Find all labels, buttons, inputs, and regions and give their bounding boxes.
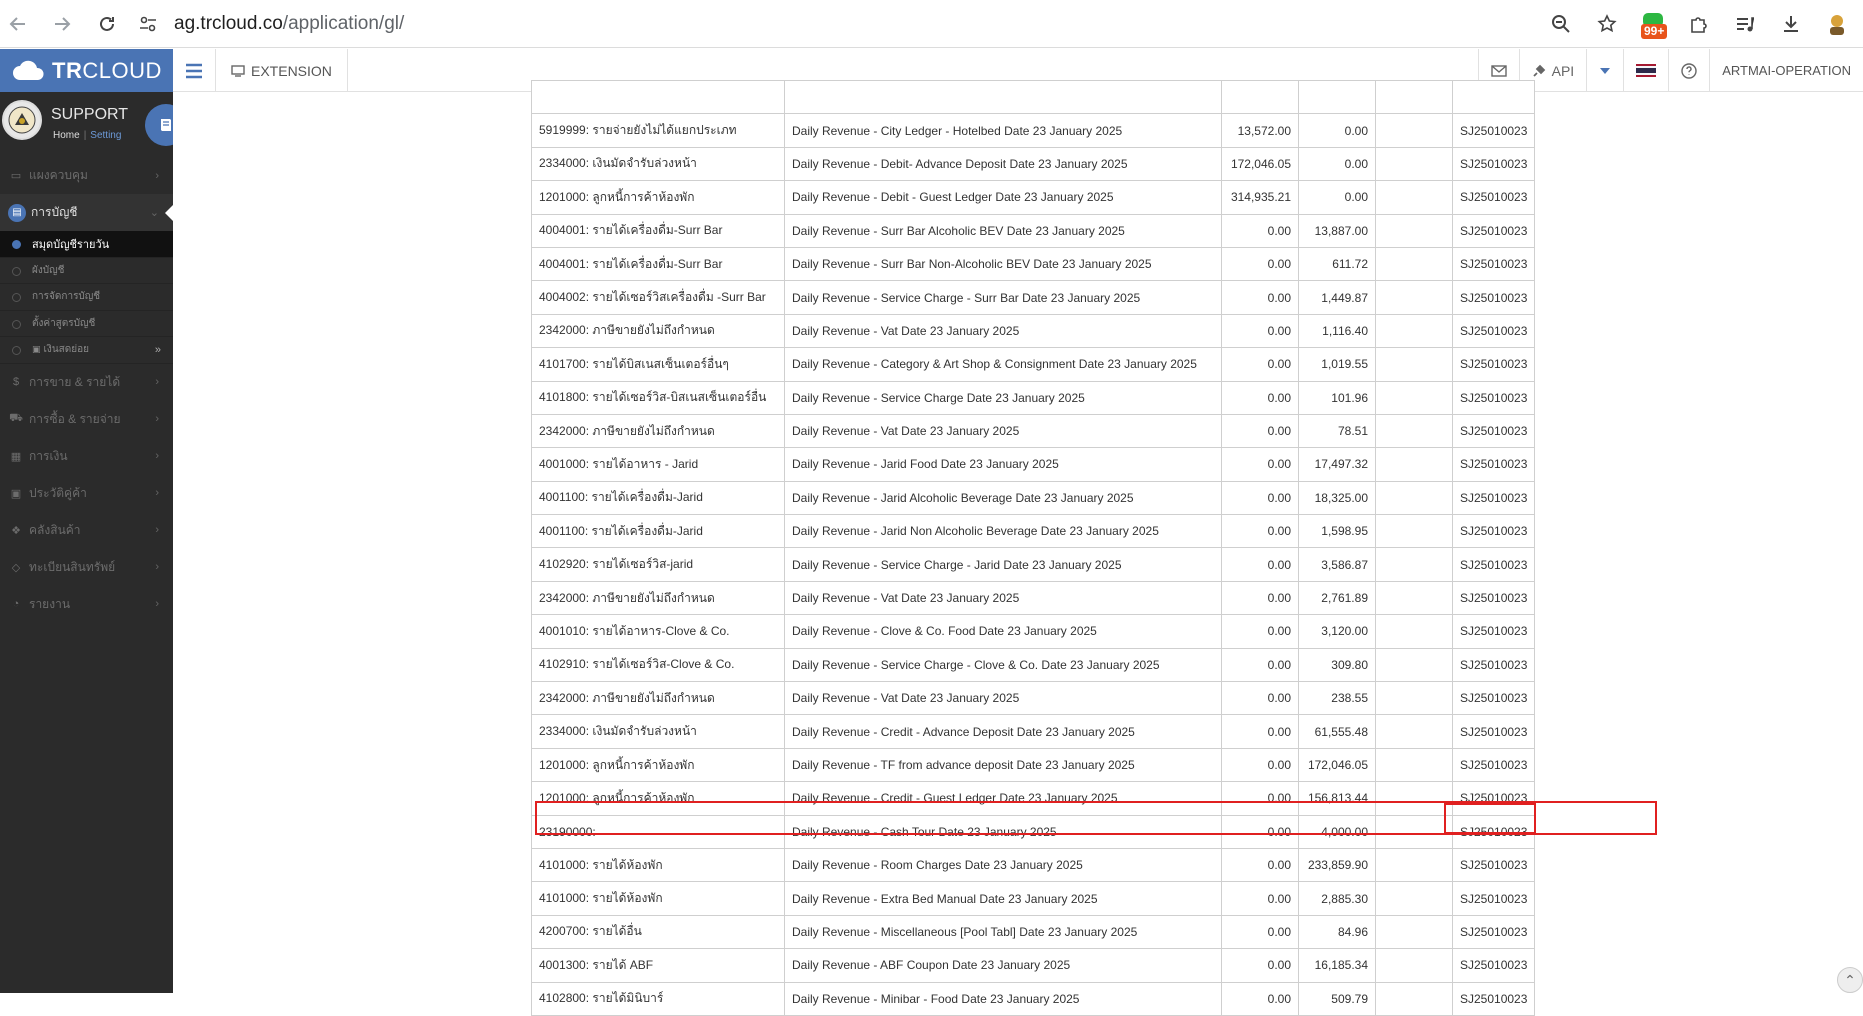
description-cell: Daily Revenue - Room Charges Date 23 January 2025 xyxy=(785,848,1222,881)
credit-cell: 4,000.00 xyxy=(1299,815,1376,848)
back-button[interactable] xyxy=(2,8,34,40)
credit-cell: 309.80 xyxy=(1299,648,1376,681)
menu-item-label: การบัญชี xyxy=(31,205,78,219)
cloud-icon xyxy=(12,60,46,82)
crest-icon xyxy=(7,105,37,135)
document-number-cell[interactable]: SJ25010023 xyxy=(1453,748,1535,781)
document-number-cell[interactable]: SJ25010023 xyxy=(1453,682,1535,715)
chevron-right-icon: › xyxy=(155,598,159,610)
cart-icon: ⛟ xyxy=(9,412,23,424)
account-cell: 4200700: รายได้อื่น xyxy=(532,915,785,948)
credit-cell: 16,185.34 xyxy=(1299,949,1376,982)
debit-cell: 172,046.05 xyxy=(1222,147,1299,180)
document-number-cell[interactable]: SJ25010023 xyxy=(1453,581,1535,614)
brand-name: TRCLOUD xyxy=(52,57,162,83)
debit-cell: 0.00 xyxy=(1222,682,1299,715)
account-cell: 2342000: ภาษีขายยังไม่ถึงกำหนด xyxy=(532,682,785,715)
blank-cell xyxy=(1376,114,1453,147)
document-number-cell[interactable]: SJ25010023 xyxy=(1453,782,1535,815)
account-cell: 4001010: รายได้อาหาร-Clove & Co. xyxy=(532,615,785,648)
document-number-cell[interactable]: SJ25010023 xyxy=(1453,281,1535,314)
document-number-cell[interactable]: SJ25010023 xyxy=(1453,715,1535,748)
account-cell: 4004001: รายได้เครื่องดื่ม-Surr Bar xyxy=(532,214,785,247)
menu-item-label: การเงิน xyxy=(29,448,68,463)
diamond-icon: ◇ xyxy=(11,561,21,574)
debit-cell: 0.00 xyxy=(1222,581,1299,614)
account-cell: 23190000: xyxy=(532,815,785,848)
blank-cell xyxy=(1376,414,1453,447)
debit-cell: 0.00 xyxy=(1222,782,1299,815)
description-cell: Daily Revenue - Credit - Guest Ledger Date 23 January 2025 xyxy=(785,782,1222,815)
account-cell xyxy=(532,81,785,114)
document-number-cell[interactable]: SJ25010023 xyxy=(1453,949,1535,982)
table-row xyxy=(532,114,1535,147)
report-icon: ◔ xyxy=(12,598,20,610)
debit-cell: 0.00 xyxy=(1222,615,1299,648)
chevron-right-icon: › xyxy=(155,561,159,573)
home-link[interactable]: Home xyxy=(53,130,80,141)
chevron-right-icon: › xyxy=(155,413,159,425)
book-icon xyxy=(158,117,174,133)
document-number-cell[interactable]: SJ25010023 xyxy=(1453,515,1535,548)
table-row xyxy=(532,515,1535,548)
description-cell: Daily Revenue - Surr Bar Alcoholic BEV Date 23 January 2025 xyxy=(785,214,1222,247)
chevron-down-icon: ⌄ xyxy=(149,207,159,219)
menu-item-dashboard[interactable] xyxy=(0,157,173,194)
url-host: ag.trcloud.co xyxy=(174,13,283,34)
debit-cell: 0.00 xyxy=(1222,915,1299,948)
account-cell: 1201000: ลูกหนี้การค้าห้องพัก xyxy=(532,748,785,781)
document-number-cell[interactable]: SJ25010023 xyxy=(1453,815,1535,848)
profile-avatar-icon[interactable] xyxy=(1823,10,1851,38)
blank-cell xyxy=(1376,214,1453,247)
table-row xyxy=(532,748,1535,781)
menu-item-inventory[interactable] xyxy=(0,512,173,549)
debit-cell: 0.00 xyxy=(1222,548,1299,581)
credit-cell: 0.00 xyxy=(1299,181,1376,214)
debit-cell: 0.00 xyxy=(1222,381,1299,414)
user-menu[interactable] xyxy=(1709,49,1863,92)
blank-cell xyxy=(1376,348,1453,381)
table-row xyxy=(532,448,1535,481)
credit-cell: 0.00 xyxy=(1299,147,1376,180)
menu-item-accounting[interactable] xyxy=(0,194,173,231)
document-number-cell[interactable]: SJ25010023 xyxy=(1453,882,1535,915)
blank-cell xyxy=(1376,949,1453,982)
debit-cell: 0.00 xyxy=(1222,949,1299,982)
blank-cell xyxy=(1376,848,1453,881)
description-cell: Daily Revenue - Vat Date 23 January 2025 xyxy=(785,682,1222,715)
description-cell: Daily Revenue - Clove & Co. Food Date 23 January 2025 xyxy=(785,615,1222,648)
credit-cell: 1,116.40 xyxy=(1299,314,1376,347)
description-cell: Daily Revenue - Service Charge - Clove & Co. Date 23 January 2025 xyxy=(785,648,1222,681)
menu-toggle-button[interactable] xyxy=(173,49,216,92)
document-number-cell[interactable]: SJ25010023 xyxy=(1453,214,1535,247)
submenu-item-account-formula[interactable]: ตั้งค่าสูตรบัญชี xyxy=(0,311,173,338)
highlight-document-number xyxy=(1444,803,1536,834)
menu-item-assets[interactable] xyxy=(0,549,173,586)
line-extension-icon[interactable] xyxy=(1639,10,1667,38)
table-row xyxy=(532,982,1535,1015)
document-number-cell[interactable]: SJ25010023 xyxy=(1453,414,1535,447)
account-cell: 4001100: รายได้เครื่องดื่ม-Jarid xyxy=(532,515,785,548)
debit-cell xyxy=(1222,81,1299,114)
blank-cell xyxy=(1376,982,1453,1015)
description-cell: Daily Revenue - Credit - Advance Deposit Date 23 January 2025 xyxy=(785,715,1222,748)
credit-cell xyxy=(1299,81,1376,114)
blank-cell xyxy=(1376,481,1453,514)
account-cell: 5919999: รายจ่ายยังไม่ได้แยกประเภท xyxy=(532,114,785,147)
credit-cell: 3,120.00 xyxy=(1299,615,1376,648)
help-button[interactable] xyxy=(1668,49,1709,92)
chevron-right-icon: › xyxy=(155,169,159,182)
dropdown-button[interactable] xyxy=(1586,49,1623,92)
debit-cell: 0.00 xyxy=(1222,448,1299,481)
document-number-cell[interactable]: SJ25010023 xyxy=(1453,481,1535,514)
question-circle-icon xyxy=(1681,63,1697,79)
credit-cell: 611.72 xyxy=(1299,247,1376,280)
reload-button[interactable] xyxy=(91,8,123,40)
document-number-cell[interactable]: SJ25010023 xyxy=(1453,982,1535,1015)
active-indicator xyxy=(165,205,173,221)
account-cell: 2342000: ภาษีขายยังไม่ถึงกำหนด xyxy=(532,314,785,347)
blank-cell xyxy=(1376,515,1453,548)
scroll-to-top-button[interactable] xyxy=(1837,967,1863,993)
zoom-icon[interactable] xyxy=(1547,10,1575,38)
description-cell: Daily Revenue - Extra Bed Manual Date 23 January 2025 xyxy=(785,882,1222,915)
document-number-cell[interactable]: SJ25010023 xyxy=(1453,381,1535,414)
description-cell: Daily Revenue - Jarid Food Date 23 January 2025 xyxy=(785,448,1222,481)
monitor-icon xyxy=(231,65,245,77)
debit-cell: 0.00 xyxy=(1222,414,1299,447)
extension-label: EXTENSION xyxy=(251,62,332,79)
table-row xyxy=(532,548,1535,581)
blank-cell xyxy=(1376,147,1453,180)
profile-panel: SUPPORT Home | Setting xyxy=(0,92,173,157)
dollar-icon: $ xyxy=(12,376,20,388)
debit-cell: 314,935.21 xyxy=(1222,181,1299,214)
sidebar xyxy=(0,92,173,993)
menu-item-reports[interactable] xyxy=(0,586,173,623)
table-row xyxy=(532,915,1535,948)
menu-item-label: การขาย & รายได้ xyxy=(29,374,121,389)
envelope-icon xyxy=(1491,65,1507,77)
reload-icon xyxy=(98,15,116,33)
table-row xyxy=(532,314,1535,347)
credit-cell: 233,859.90 xyxy=(1299,848,1376,881)
caret-down-icon xyxy=(1599,67,1611,75)
credit-cell: 1,019.55 xyxy=(1299,348,1376,381)
credit-cell: 0.00 xyxy=(1299,114,1376,147)
document-number-cell[interactable]: SJ25010023 xyxy=(1453,247,1535,280)
account-cell: 4101700: รายได้บิสเนสเซ็นเตอร์อื่นๆ xyxy=(532,348,785,381)
url-path: /application/gl/ xyxy=(282,13,405,34)
debit-cell: 0.00 xyxy=(1222,348,1299,381)
back-arrow-icon xyxy=(9,15,27,33)
account-cell: 2334000: เงินมัดจำรับล่วงหน้า xyxy=(532,147,785,180)
table-row xyxy=(532,281,1535,314)
hamburger-icon xyxy=(185,63,203,79)
account-cell: 4102920: รายได้เซอร์วิส-jarid xyxy=(532,548,785,581)
setting-link[interactable]: Setting xyxy=(90,130,122,141)
blank-cell xyxy=(1376,715,1453,748)
credit-cell: 172,046.05 xyxy=(1299,748,1376,781)
table-row xyxy=(532,882,1535,915)
extension-badge: 99+ xyxy=(1641,24,1667,39)
account-cell: 4001300: รายได้ ABF xyxy=(532,949,785,982)
credit-cell: 13,887.00 xyxy=(1299,214,1376,247)
table-row xyxy=(532,381,1535,414)
description-cell: Daily Revenue - Jarid Alcoholic Beverage Date 23 January 2025 xyxy=(785,481,1222,514)
blank-cell xyxy=(1376,548,1453,581)
debit-cell: 0.00 xyxy=(1222,648,1299,681)
extensions-puzzle-icon[interactable] xyxy=(1685,10,1713,38)
blank-cell xyxy=(1376,381,1453,414)
chevron-right-icon: › xyxy=(155,450,159,462)
account-cell: 2334000: เงินมัดจำรับล่วงหน้า xyxy=(532,715,785,748)
calendar-icon: ▦ xyxy=(10,450,22,463)
description-cell: Daily Revenue - Debit- Advance Deposit Date 23 January 2025 xyxy=(785,147,1222,180)
thai-flag-icon xyxy=(1636,64,1656,78)
table-row xyxy=(532,147,1535,180)
document-number-cell[interactable]: SJ25010023 xyxy=(1453,114,1535,147)
account-cell: 4102910: รายได้เซอร์วิส-Clove & Co. xyxy=(532,648,785,681)
document-number-cell[interactable]: SJ25010023 xyxy=(1453,848,1535,881)
debit-cell: 0.00 xyxy=(1222,281,1299,314)
menu-item-label: คลังสินค้า xyxy=(29,522,81,537)
submenu-item-account-management[interactable]: การจัดการบัญชี xyxy=(0,284,173,311)
debit-cell: 0.00 xyxy=(1222,247,1299,280)
site-info-icon[interactable] xyxy=(136,12,160,36)
submenu-item-journal[interactable]: สมุดบัญชีรายวัน xyxy=(0,231,173,258)
blank-cell xyxy=(1376,581,1453,614)
blank-cell xyxy=(1376,181,1453,214)
description-cell: Daily Revenue - Miscellaneous [Pool Tabl] Date 23 January 2025 xyxy=(785,915,1222,948)
credit-cell: 3,586.87 xyxy=(1299,548,1376,581)
menu-item-label: ทะเบียนสินทรัพย์ xyxy=(29,559,116,574)
document-number-cell[interactable]: SJ25010023 xyxy=(1453,648,1535,681)
description-cell: Daily Revenue - Jarid Non Alcoholic Beverage Date 23 January 2025 xyxy=(785,515,1222,548)
table-row xyxy=(532,615,1535,648)
blank-cell xyxy=(1376,748,1453,781)
account-cell: 4004001: รายได้เครื่องดื่ม-Surr Bar xyxy=(532,247,785,280)
menu-item-label: ประวัติคู่ค้า xyxy=(29,485,87,500)
account-cell: 4004002: รายได้เซอร์วิสเครื่องดื่ม -Surr Bar xyxy=(532,281,785,314)
document-number-cell[interactable]: SJ25010023 xyxy=(1453,348,1535,381)
document-number-cell[interactable]: SJ25010023 xyxy=(1453,314,1535,347)
forward-arrow-icon xyxy=(53,15,71,33)
account-cell: 2342000: ภาษีขายยังไม่ถึงกำหนด xyxy=(532,414,785,447)
book-icon: ▤ xyxy=(8,204,26,222)
chevron-up-icon: ⌃ xyxy=(1844,971,1856,988)
main-content xyxy=(173,92,1863,1006)
gl-entries-table xyxy=(531,80,1535,1016)
account-cell: 4001000: รายได้อาหาร - Jarid xyxy=(532,448,785,481)
credit-cell: 509.79 xyxy=(1299,982,1376,1015)
chevron-right-icon: › xyxy=(155,376,159,388)
credit-cell: 2,885.30 xyxy=(1299,882,1376,915)
account-cell: 4101000: รายได้ห้องพัก xyxy=(532,848,785,881)
contact-icon: ▣ xyxy=(10,487,22,500)
description-cell: Daily Revenue - ABF Coupon Date 23 January 2025 xyxy=(785,949,1222,982)
credit-cell: 84.96 xyxy=(1299,915,1376,948)
account-cell: 1201000: ลูกหนี้การค้าห้องพัก xyxy=(532,782,785,815)
table-row xyxy=(532,81,1535,114)
download-icon[interactable] xyxy=(1777,10,1805,38)
blank-cell xyxy=(1376,915,1453,948)
api-label: API xyxy=(1551,62,1575,79)
description-cell xyxy=(785,81,1222,114)
description-cell: Daily Revenue - Category & Art Shop & Consignment Date 23 January 2025 xyxy=(785,348,1222,381)
table-row xyxy=(532,348,1535,381)
account-cell: 4101800: รายได้เซอร์วิส-บิสเนสเซ็นเตอร์อื่น xyxy=(532,381,785,414)
table-row xyxy=(532,414,1535,447)
account-cell: 4001100: รายได้เครื่องดื่ม-Jarid xyxy=(532,481,785,514)
menu-item-sales[interactable] xyxy=(0,364,173,401)
debit-cell: 0.00 xyxy=(1222,314,1299,347)
description-cell: Daily Revenue - Service Charge - Jarid Date 23 January 2025 xyxy=(785,548,1222,581)
description-cell: Daily Revenue - Minibar - Food Date 23 January 2025 xyxy=(785,982,1222,1015)
credit-cell: 238.55 xyxy=(1299,682,1376,715)
description-cell: Daily Revenue - Cash Tour Date 23 January 2025 xyxy=(785,815,1222,848)
account-cell: 4102800: รายได้มินิบาร์ xyxy=(532,982,785,1015)
blank-cell xyxy=(1376,281,1453,314)
table-row xyxy=(532,682,1535,715)
credit-cell: 17,497.32 xyxy=(1299,448,1376,481)
document-number-cell[interactable]: SJ25010023 xyxy=(1453,915,1535,948)
description-cell: Daily Revenue - Service Charge Date 23 January 2025 xyxy=(785,381,1222,414)
document-number-cell[interactable]: SJ25010023 xyxy=(1453,615,1535,648)
debit-cell: 0.00 xyxy=(1222,515,1299,548)
description-cell: Daily Revenue - Service Charge - Surr Bar Date 23 January 2025 xyxy=(785,281,1222,314)
debit-cell: 0.00 xyxy=(1222,982,1299,1015)
document-number-cell[interactable]: SJ25010023 xyxy=(1453,181,1535,214)
menu-item-purchases[interactable] xyxy=(0,401,173,438)
description-cell: Daily Revenue - Vat Date 23 January 2025 xyxy=(785,414,1222,447)
blank-cell xyxy=(1376,247,1453,280)
brand-logo[interactable] xyxy=(0,49,173,92)
monitor-icon: ▭ xyxy=(10,170,22,182)
user-label: ARTMAI-OPERATION xyxy=(1722,63,1851,78)
credit-cell: 78.51 xyxy=(1299,414,1376,447)
table-row xyxy=(532,949,1535,982)
credit-cell: 1,598.95 xyxy=(1299,515,1376,548)
debit-cell: 0.00 xyxy=(1222,848,1299,881)
document-number-cell[interactable]: SJ25010023 xyxy=(1453,548,1535,581)
credit-cell: 156,813.44 xyxy=(1299,782,1376,815)
description-cell: Daily Revenue - Vat Date 23 January 2025 xyxy=(785,581,1222,614)
menu-item-label: แผงควบคุม xyxy=(29,168,88,182)
chevron-right-icon: › xyxy=(155,487,159,499)
table-row xyxy=(532,247,1535,280)
credit-cell: 101.96 xyxy=(1299,381,1376,414)
cash-icon: ▣ xyxy=(32,344,41,355)
browser-toolbar xyxy=(0,0,1863,48)
language-button[interactable] xyxy=(1623,49,1668,92)
submenu-item-petty-cash[interactable]: ▣ เงินสดย่อย » xyxy=(0,337,173,364)
table-row xyxy=(532,481,1535,514)
blank-cell xyxy=(1376,314,1453,347)
menu-item-label: รายงาน xyxy=(29,596,71,611)
account-cell: 2342000: ภาษีขายยังไม่ถึงกำหนด xyxy=(532,581,785,614)
table-row xyxy=(532,581,1535,614)
credit-cell: 61,555.48 xyxy=(1299,715,1376,748)
debit-cell: 0.00 xyxy=(1222,214,1299,247)
plug-icon xyxy=(1532,64,1546,78)
description-cell: Daily Revenue - Surr Bar Non-Alcoholic BEV Date 23 January 2025 xyxy=(785,247,1222,280)
description-cell: Daily Revenue - Vat Date 23 January 2025 xyxy=(785,314,1222,347)
account-cell: 1201000: ลูกหนี้การค้าห้องพัก xyxy=(532,181,785,214)
document-number-cell[interactable]: SJ25010023 xyxy=(1453,448,1535,481)
profile-name: SUPPORT xyxy=(51,106,129,123)
media-playlist-icon[interactable] xyxy=(1731,10,1759,38)
forward-button[interactable] xyxy=(46,8,78,40)
document-number-cell[interactable] xyxy=(1453,81,1535,114)
credit-cell: 18,325.00 xyxy=(1299,481,1376,514)
table-row xyxy=(532,214,1535,247)
debit-cell: 0.00 xyxy=(1222,481,1299,514)
chevron-right-icon: › xyxy=(155,524,159,536)
table-row xyxy=(532,715,1535,748)
description-cell: Daily Revenue - Debit - Guest Ledger Date 23 January 2025 xyxy=(785,181,1222,214)
credit-cell: 2,761.89 xyxy=(1299,581,1376,614)
debit-cell: 0.00 xyxy=(1222,815,1299,848)
bookmark-star-icon[interactable] xyxy=(1593,10,1621,38)
boxes-icon: ❖ xyxy=(11,524,21,537)
menu-item-finance[interactable] xyxy=(0,438,173,475)
menu-item-label: การซื้อ & รายจ่าย xyxy=(29,411,121,426)
avatar[interactable] xyxy=(2,100,42,140)
debit-cell: 13,572.00 xyxy=(1222,114,1299,147)
extension-button[interactable] xyxy=(216,49,348,92)
table-row xyxy=(532,648,1535,681)
account-cell: 4101000: รายได้ห้องพัก xyxy=(532,882,785,915)
blank-cell xyxy=(1376,448,1453,481)
submenu-item-chart-of-accounts[interactable]: ผังบัญชี xyxy=(0,258,173,285)
document-number-cell[interactable]: SJ25010023 xyxy=(1453,147,1535,180)
blank-cell xyxy=(1376,882,1453,915)
debit-cell: 0.00 xyxy=(1222,715,1299,748)
blank-cell xyxy=(1376,615,1453,648)
debit-cell: 0.00 xyxy=(1222,748,1299,781)
blank-cell xyxy=(1376,682,1453,715)
menu-item-contacts[interactable] xyxy=(0,475,173,512)
table-row xyxy=(532,181,1535,214)
blank-cell xyxy=(1376,648,1453,681)
description-cell: Daily Revenue - City Ledger - Hotelbed Date 23 January 2025 xyxy=(785,114,1222,147)
credit-cell: 1,449.87 xyxy=(1299,281,1376,314)
double-chevron-right-icon: » xyxy=(154,343,161,356)
debit-cell: 0.00 xyxy=(1222,882,1299,915)
address-bar[interactable] xyxy=(136,6,1576,42)
blank-cell xyxy=(1376,81,1453,114)
table-row xyxy=(532,848,1535,881)
description-cell: Daily Revenue - TF from advance deposit Date 23 January 2025 xyxy=(785,748,1222,781)
